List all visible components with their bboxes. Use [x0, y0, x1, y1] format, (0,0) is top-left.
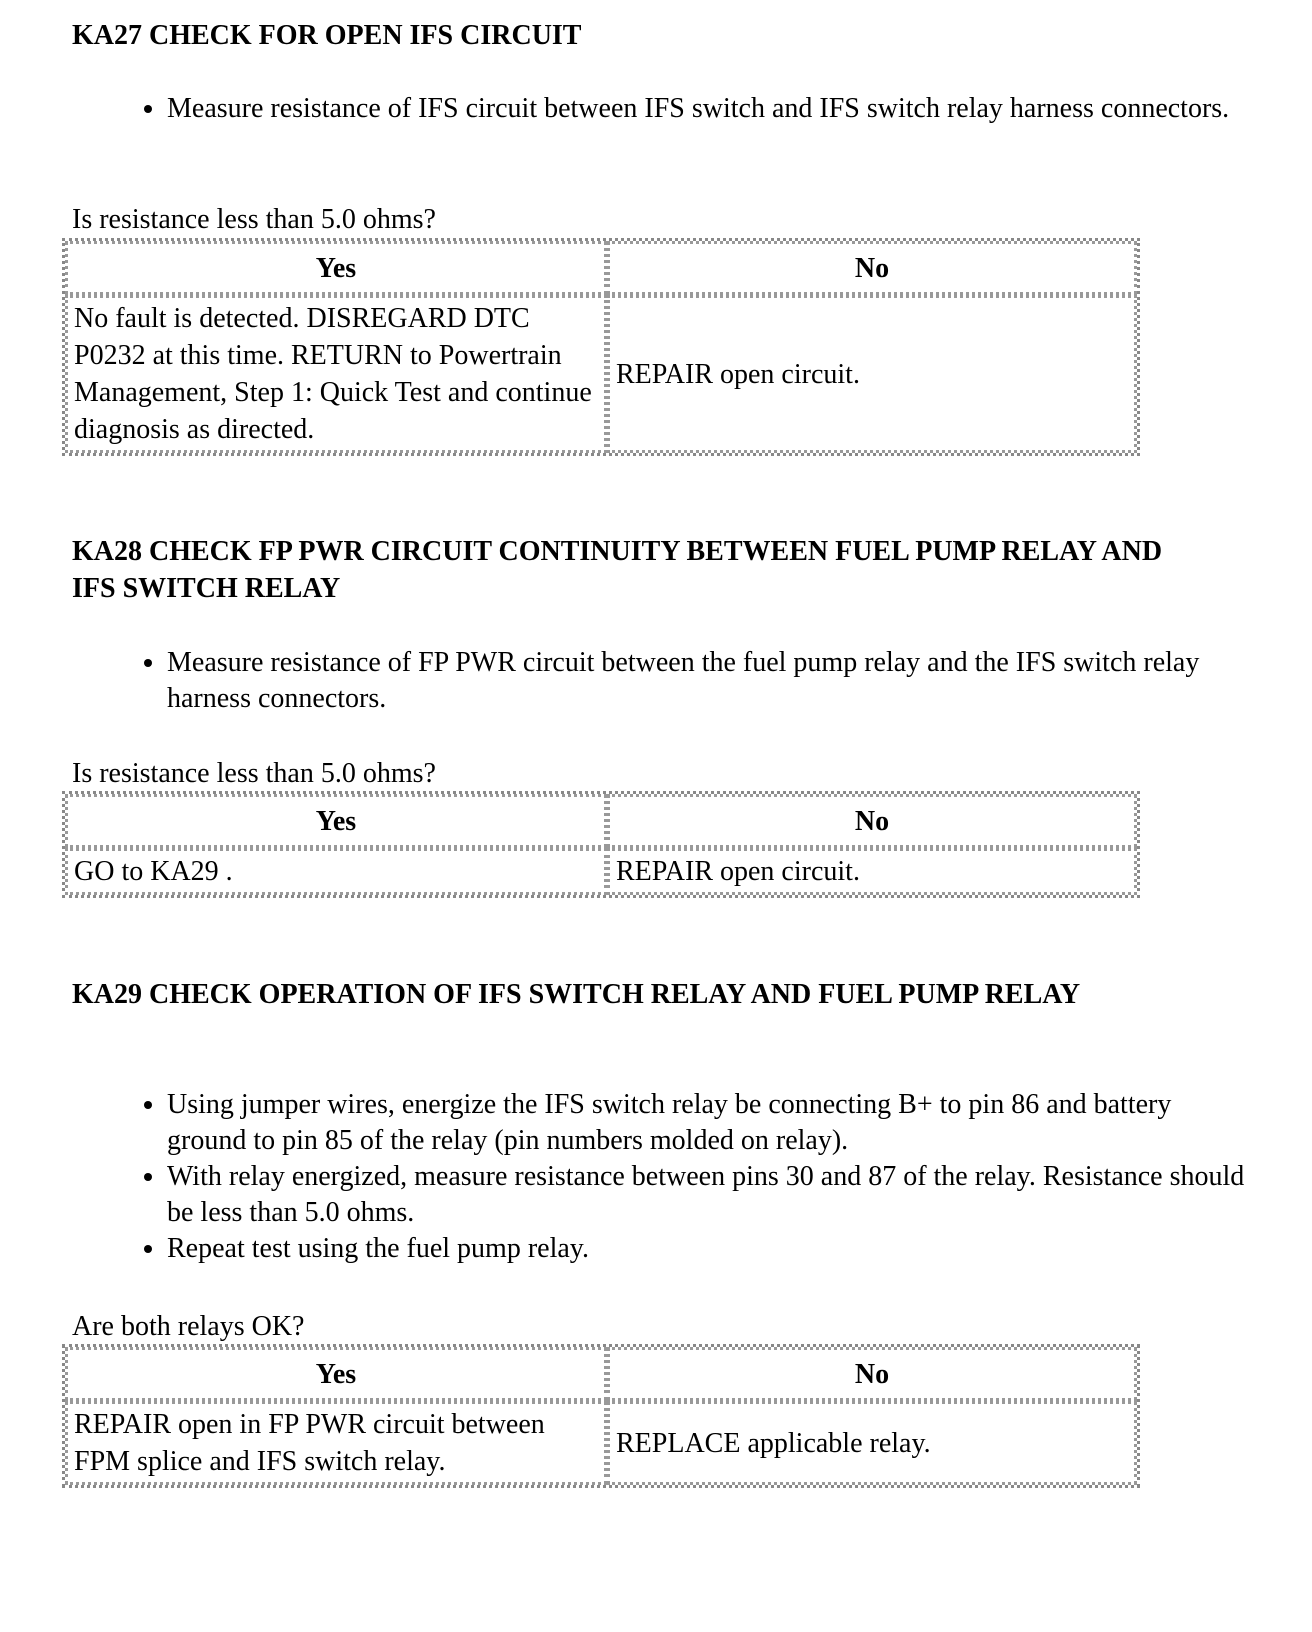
result-table-ka28: [62, 791, 1140, 898]
instruction-list-ka28: [112, 645, 1247, 717]
header-yes: Yes: [65, 794, 607, 848]
instruction-item: • Measure resistance of IFS circuit between IFS switch and IFS switch relay harness connectors.: [167, 91, 1247, 127]
cell-yes: GO to KA29 .: [65, 848, 607, 895]
header-yes: Yes: [65, 1347, 607, 1401]
section-title-ka29: KA29 CHECK OPERATION OF IFS SWITCH RELAY AND FUEL PUMP RELAY: [72, 979, 1081, 1010]
cell-no: REPAIR open circuit.: [607, 295, 1137, 453]
header-no: No: [607, 794, 1137, 848]
cell-no: REPAIR open circuit.: [607, 848, 1137, 895]
result-table-ka29: [62, 1344, 1140, 1488]
header-no: No: [607, 1347, 1137, 1401]
instruction-item: • Repeat test using the fuel pump relay.: [167, 1231, 1247, 1267]
instruction-list-ka29: [112, 1087, 1247, 1267]
cell-yes: REPAIR open in FP PWR circuit between FPM splice and IFS switch relay.: [65, 1401, 607, 1485]
question-ka27: Is resistance less than 5.0 ohms?: [72, 204, 436, 235]
instruction-list-ka27: [112, 91, 1247, 127]
cell-yes: No fault is detected. DISREGARD DTC P0232 at this time. RETURN to Powertrain Management, Step 1: Quick Test and continue diagnosis as directed.: [65, 295, 607, 453]
header-no: No: [607, 241, 1137, 295]
question-ka29: Are both relays OK?: [72, 1311, 305, 1342]
instruction-item: • With relay energized, measure resistance between pins 30 and 87 of the relay. Resistance should be less than 5.0 ohms.: [167, 1159, 1247, 1231]
section-title-ka27: KA27 CHECK FOR OPEN IFS CIRCUIT: [72, 20, 582, 51]
cell-no: REPLACE applicable relay.: [607, 1401, 1137, 1485]
instruction-item: • Measure resistance of FP PWR circuit between the fuel pump relay and the IFS switch relay harness connectors.: [167, 645, 1247, 717]
header-yes: Yes: [65, 241, 607, 295]
question-ka28: Is resistance less than 5.0 ohms?: [72, 758, 436, 789]
result-table-ka27: [62, 238, 1140, 456]
section-title-ka28: KA28 CHECK FP PWR CIRCUIT CONTINUITY BETWEEN FUEL PUMP RELAY AND IFS SWITCH RELAY: [72, 536, 1163, 604]
instruction-item: • Using jumper wires, energize the IFS switch relay be connecting B+ to pin 86 and battery ground to pin 85 of the relay (pin numbers molded on relay).: [167, 1087, 1247, 1159]
